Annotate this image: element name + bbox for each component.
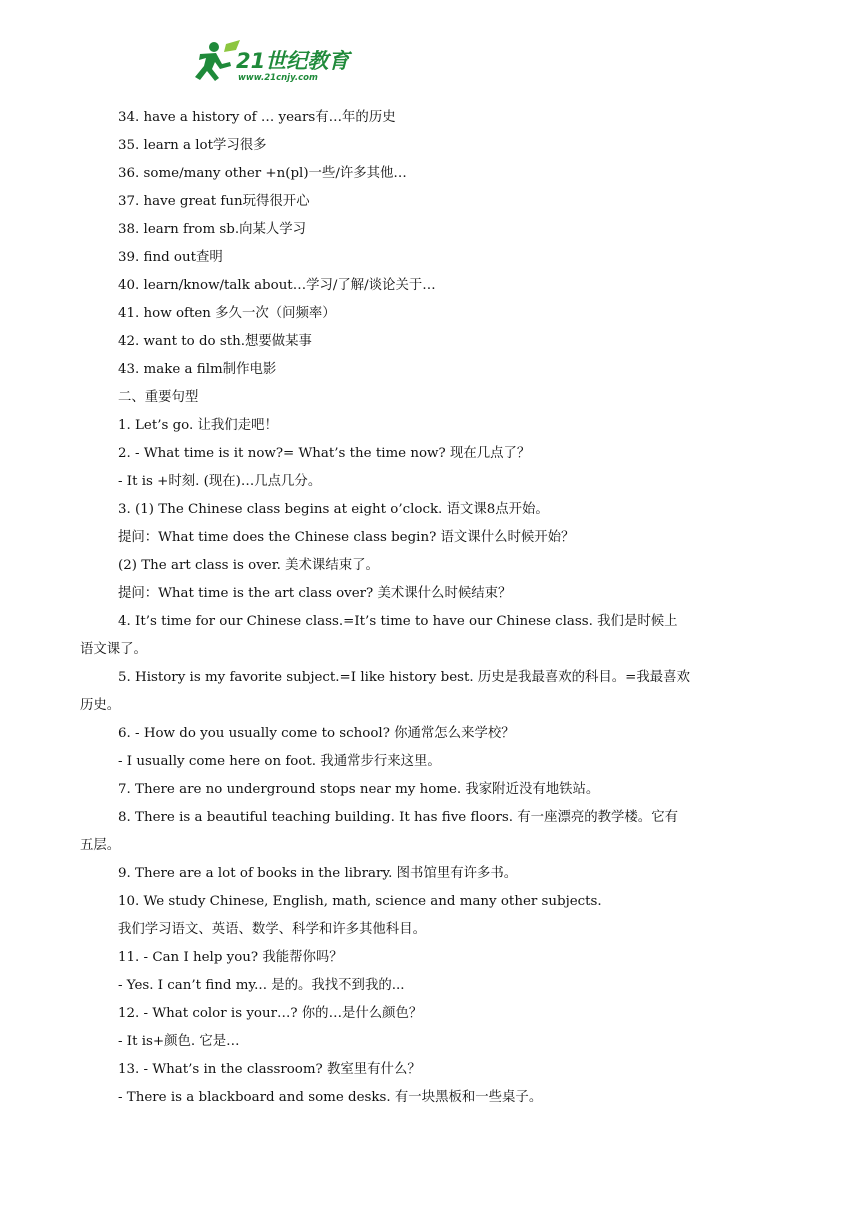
logo-text: 21世纪教育: [236, 49, 350, 73]
sentence-11: 11. - Can I help you? 我能帮你吗？: [118, 950, 343, 965]
sentence-5: 5. History is my favorite subject.=I like history best. 历史是我最喜欢的科目。=我最喜欢: [118, 670, 690, 685]
sentence-3: 3. (1) The Chinese class begins at eight o’clock. 语文课8点开始。: [118, 502, 549, 517]
sentence-4: 4. It’s time for our Chinese class.=It’s time to have our Chinese class. 我们是时候上: [118, 614, 678, 629]
sentence-2-answer: - It is +时刻. (现在)…几点几分。: [118, 474, 322, 489]
sentence-12-answer: - It is+颜色. 它是…: [118, 1034, 240, 1049]
phrase-42: 42. want to do sth.想要做某事: [118, 334, 312, 349]
document-body: [80, 104, 780, 1112]
sentence-3-question: 提问：What time does the Chinese class begin? 语文课什么时候开始？: [118, 530, 575, 545]
sentence-13: 13. - What’s in the classroom? 教室里有什么？: [118, 1062, 421, 1077]
phrase-40: 40. learn/know/talk about…学习/了解/谈论关于…: [118, 278, 436, 293]
sentence-3-2-question: 提问：What time is the art class over? 美术课什么时候结束？: [118, 586, 512, 601]
sentence-1: 1. Let’s go. 让我们走吧！: [118, 418, 278, 433]
sentence-2: 2. - What time is it now?= What’s the time now? 现在几点了？: [118, 446, 531, 461]
sentence-12: 12. - What color is your…? 你的…是什么颜色？: [118, 1006, 423, 1021]
sentence-6-answer: - I usually come here on foot. 我通常步行来这里。: [118, 754, 441, 769]
sentence-3-2: (2) The art class is over. 美术课结束了。: [118, 558, 379, 573]
sentence-10: 10. We study Chinese, English, math, science and many other subjects.: [118, 894, 602, 909]
sentence-8: 8. There is a beautiful teaching building. It has five floors. 有一座漂亮的教学楼。它有: [118, 810, 678, 825]
runner-icon: [186, 38, 356, 86]
phrase-38: 38. learn from sb.向某人学习: [118, 222, 307, 237]
phrase-36: 36. some/many other +n(pl)一些/许多其他…: [118, 166, 407, 181]
sentence-10-translation: 我们学习语文、英语、数学、科学和许多其他科目。: [118, 922, 426, 937]
sentence-5-continued: 历史。: [80, 698, 121, 713]
sentence-9: 9. There are a lot of books in the library. 图书馆里有许多书。: [118, 866, 518, 881]
sentence-4-continued: 语文课了。: [80, 642, 147, 657]
phrase-39: 39. find out查明: [118, 250, 223, 265]
sentence-13-answer: - There is a blackboard and some desks. 有一块黑板和一些桌子。: [118, 1090, 543, 1105]
logo-url: www.21cnjy.com: [238, 73, 318, 83]
phrase-34: 34. have a history of … years有…年的历史: [118, 110, 396, 125]
sentence-11-answer: - Yes. I can’t find my... 是的。我找不到我的...: [118, 978, 405, 993]
logo: [186, 38, 356, 86]
phrase-37: 37. have great fun玩得很开心: [118, 194, 310, 209]
section-heading: 二、重要句型: [118, 390, 199, 405]
sentence-7: 7. There are no underground stops near my home. 我家附近没有地铁站。: [118, 782, 600, 797]
sentence-8-continued: 五层。: [80, 838, 121, 853]
phrase-43: 43. make a film制作电影: [118, 362, 277, 377]
phrase-35: 35. learn a lot学习很多: [118, 138, 267, 153]
phrase-41: 41. how often 多久一次（问频率）: [118, 306, 336, 321]
sentence-6: 6. - How do you usually come to school? 你通常怎么来学校？: [118, 726, 515, 741]
